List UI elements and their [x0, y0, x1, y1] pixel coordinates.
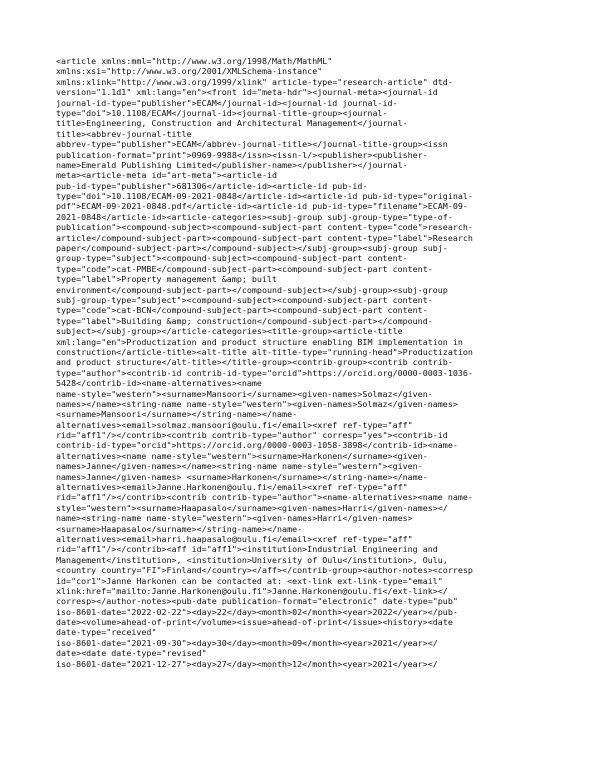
xml-source-text	[56, 56, 556, 669]
xml-line: type="code">cat-BCN</compound-subject-part><compound-subject-part content-	[56, 305, 428, 316]
xml-line: type="author"><contrib-id contrib-id-type="orcid">https://orcid.org/0000-0003-1036-	[56, 367, 473, 378]
xml-line: names></name><string-name name-style="western"><given-names>Solmaz</given-names>	[56, 398, 458, 409]
xml-line: name>Emerald Publishing Limited</publisher-name></publisher></journal-	[56, 159, 408, 170]
xml-line: alternatives><email>Janne.Harkonen@oulu.fi</email><xref ref-type="aff"	[56, 482, 408, 493]
xml-line: alternatives><name name-style="western"><surname>Harkonen</surname><given-	[56, 450, 428, 461]
xml-line: name-style="western"><surname>Mansoori</surname><given-names>Solmaz</given-	[56, 388, 433, 399]
xml-line: publication"><compound-subject><compound-subject-part content-type="code">research-	[56, 222, 473, 233]
xml-line: xml:lang="en">Productization and product structure enabling BIM implementation in	[56, 336, 463, 347]
xml-line: iso-8601-date="2022-02-22"><day>22</day><month>02</month><year>2022</year></pub-	[56, 606, 458, 617]
xml-line: corresp></author-notes><pub-date publication-format="electronic" date-type="pub"	[56, 596, 458, 607]
xml-line: <article xmlns:mml="http://www.w3.org/1998/Math/MathML"	[56, 56, 333, 66]
xml-line: paper</compound-subject-part></compound-subject></subj-group><subj-group subj-	[56, 243, 448, 254]
xml-line: rid="aff1"/></contrib><aff id="aff1"><institution>Industrial Engineering and	[56, 544, 438, 555]
xml-line: group-type="subject"><compound-subject><compound-subject-part content-	[56, 253, 408, 264]
xml-line: type="code">cat-PMBE</compound-subject-part><compound-subject-part content-	[56, 263, 433, 274]
xml-line: meta><article-meta id="art-meta"><article-id	[56, 170, 278, 181]
xml-line: date-type="received"	[56, 627, 157, 638]
xml-line: title>Engineering, Construction and Architectural Management</journal-	[56, 118, 408, 129]
xml-line: type="doi">10.1108/ECAM</journal-id><journal-title-group><journal-	[56, 107, 388, 118]
xml-line: name><string-name name-style="western"><given-names>Harri</given-names>	[56, 513, 413, 524]
xml-line: xmlns:xsi="http://www.w3.org/2001/XMLSchema-instance"	[56, 66, 323, 77]
xml-line: alternatives><email>harri.haapasalo@oulu.fi</email><xref ref-type="aff"	[56, 533, 413, 544]
xml-line: <surname>Haapasalo</surname></string-name></name-	[56, 523, 303, 534]
xml-line: iso-8601-date="2021-12-27"><day>27</day><month>12</month><year>2021</year></	[56, 658, 438, 669]
xml-line: version="1.1d1" xml:lang="en"><front id="meta-hdr"><journal-meta><journal-id	[56, 87, 438, 98]
xml-line: date><volume>ahead-of-print</volume><issue>ahead-of-print</issue><history><date	[56, 617, 453, 628]
xml-line: abbrev-type="publisher">ECAM</abbrev-journal-title></journal-title-group><issn	[56, 139, 448, 150]
xml-line: <surname>Mansoori</surname></string-name></name-	[56, 409, 298, 420]
xml-line: pdf">ECAM-09-2021-0848.pdf</article-id><article-id pub-id-type="filename">ECAM-09-	[56, 201, 468, 212]
xml-line: iso-8601-date="2021-09-30"><day>30</day><month>09</month><year>2021</year></	[56, 637, 438, 648]
xml-line: type="label">Property management &amp; built	[56, 274, 278, 285]
xml-line: 2021-0848</article-id><article-categories><subj-group subj-group-type="type-of-	[56, 211, 453, 222]
xml-line: subj-group-type="subject"><compound-subject><compound-subject-part content-	[56, 294, 433, 305]
xml-line: article</compound-subject-part><compound-subject-part content-type="label">Research	[56, 232, 473, 243]
xml-line: type="label">Building &amp; construction</compound-subject-part></compound-	[56, 315, 433, 326]
xml-line: and product structure</alt-title></title-group><contrib-group><contrib contrib-	[56, 357, 453, 368]
xml-line: journal-id-type="publisher">ECAM</journal-id><journal-id journal-id-	[56, 97, 398, 108]
xml-line: publication-format="print">0969-9988</issn><issn-l/><publisher><publisher-	[56, 149, 428, 160]
xml-line: names>Janne</given-names></name><string-name name-style="western"><given-	[56, 461, 423, 472]
xml-line: construction</article-title><alt-title alt-title-type="running-head">Productization	[56, 346, 473, 357]
xml-line: names>Janne</given-names> <surname>Harkonen</surname></string-name></name-	[56, 471, 428, 482]
xml-line: xlink:href="mailto:Janne.Harkonen@oulu.fi">Janne.Harkonen@oulu.fi</ext-link></	[56, 585, 448, 596]
xml-line: environment</compound-subject-part></compound-subject></subj-group><subj-group	[56, 284, 448, 295]
xml-line: <country country="FI">Finland</country></aff></contrib-group><author-notes><corresp	[56, 565, 473, 576]
xml-line: xmlns:xlink="http://www.w3.org/1999/xlink" article-type="research-article" dtd-	[56, 76, 453, 87]
xml-line: subject></subj-group></article-categories><title-group><article-title	[56, 326, 403, 337]
xml-line: pub-id-type="publisher">681306</article-id><article-id pub-id-	[56, 180, 368, 191]
xml-line: Management</institution>, <institution>University of Oulu</institution>, Oulu,	[56, 554, 448, 565]
xml-line: 5428</contrib-id><name-alternatives><name	[56, 378, 262, 389]
xml-line: rid="aff1"/></contrib><contrib contrib-type="author" corresp="yes"><contrib-id	[56, 430, 448, 441]
xml-line: title><abbrev-journal-title	[56, 128, 192, 139]
xml-line: alternatives><email>solmaz.mansoori@oulu.fi</email><xref ref-type="aff"	[56, 419, 413, 430]
xml-line: contrib-id-type="orcid">https://orcid.org/0000-0003-1058-3898</contrib-id><name-	[56, 440, 458, 451]
xml-line: id="cor1">Janne Harkonen can be contacted at: <ext-link ext-link-type="email"	[56, 575, 443, 586]
xml-line: type="doi">10.1108/ECAM-09-2021-0848</article-id><article-id pub-id-type="original-	[56, 191, 473, 202]
xml-line: style="western"><surname>Haapasalo</surname><given-names>Harri</given-names></	[56, 502, 448, 513]
xml-line: date><date date-type="revised"	[56, 648, 207, 659]
xml-line: rid="aff1"/></contrib><contrib contrib-type="author"><name-alternatives><name name-	[56, 492, 473, 503]
